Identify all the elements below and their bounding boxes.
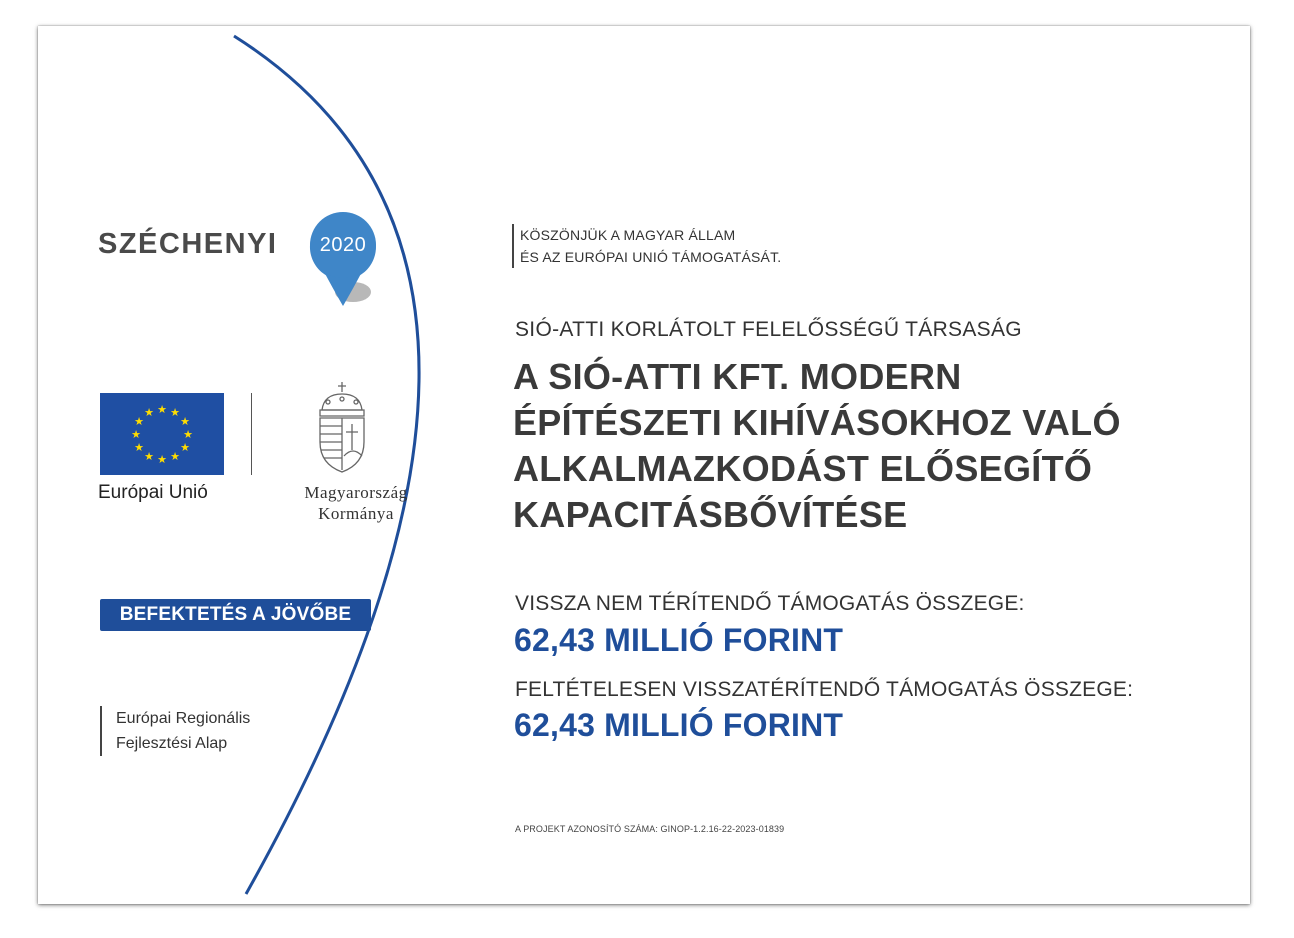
project-title-line2: ÉPÍTÉSZETI KIHÍVÁSOKHOZ VALÓ [513, 402, 1121, 443]
svg-text:★: ★ [157, 453, 167, 466]
grant-amount: 62,43 MILLIÓ FORINT [514, 622, 844, 658]
loan-label: FELTÉTELESEN VISSZATÉRÍTENDŐ TÁMOGATÁS ÖSSZEGE: [515, 678, 1134, 701]
svg-text:★: ★ [170, 450, 180, 463]
eu-label: Európai Unió [98, 482, 208, 503]
svg-text:★: ★ [170, 406, 180, 419]
svg-text:★: ★ [131, 428, 141, 441]
hu-label-line1: Magyarország [304, 483, 408, 502]
project-title-line4: KAPACITÁSBŐVÍTÉSE [513, 494, 908, 535]
fund-name [100, 706, 250, 756]
grant-label: VISSZA NEM TÉRÍTENDŐ TÁMOGATÁS ÖSSZEGE: [515, 592, 1025, 615]
eu-flag-icon [100, 393, 224, 475]
szechenyi-wordmark: SZÉCHENYI [98, 228, 278, 260]
thanks-note [512, 224, 781, 268]
fund-line1: Európai Regionális [116, 710, 251, 727]
project-id: A PROJEKT AZONOSÍTÓ SZÁMA: GINOP-1.2.16-22-2023-01839 [515, 824, 785, 834]
hu-label-line2: Kormánya [318, 504, 394, 523]
project-title-line1: A SIÓ-ATTI KFT. MODERN [513, 356, 962, 397]
thanks-line2: ÉS AZ EURÓPAI UNIÓ TÁMOGATÁSÁT. [520, 249, 782, 265]
szechenyi-year: 2020 [319, 233, 367, 256]
svg-text:★: ★ [144, 450, 154, 463]
svg-text:★: ★ [134, 441, 144, 454]
company-name: SIÓ-ATTI KORLÁTOLT FELELŐSSÉGŰ TÁRSASÁG [515, 318, 1022, 341]
partner-divider [251, 393, 252, 475]
hungarian-crest-icon [312, 380, 372, 476]
poster-board [38, 26, 1250, 904]
investment-badge: BEFEKTETÉS A JÖVŐBE [100, 599, 371, 631]
hungarian-government-label [256, 482, 456, 524]
fund-line2: Fejlesztési Alap [116, 735, 228, 752]
svg-text:★: ★ [134, 415, 144, 428]
project-title-line3: ALKALMAZKODÁST ELŐSEGÍTŐ [513, 448, 1093, 489]
thanks-line1: KÖSZÖNJÜK A MAGYAR ÁLLAM [520, 227, 736, 243]
project-title [513, 354, 1233, 538]
svg-text:★: ★ [183, 428, 193, 441]
svg-text:★: ★ [157, 403, 167, 416]
loan-amount: 62,43 MILLIÓ FORINT [514, 707, 844, 743]
svg-text:★: ★ [180, 441, 190, 454]
svg-text:★: ★ [144, 406, 154, 419]
svg-text:★: ★ [180, 415, 190, 428]
